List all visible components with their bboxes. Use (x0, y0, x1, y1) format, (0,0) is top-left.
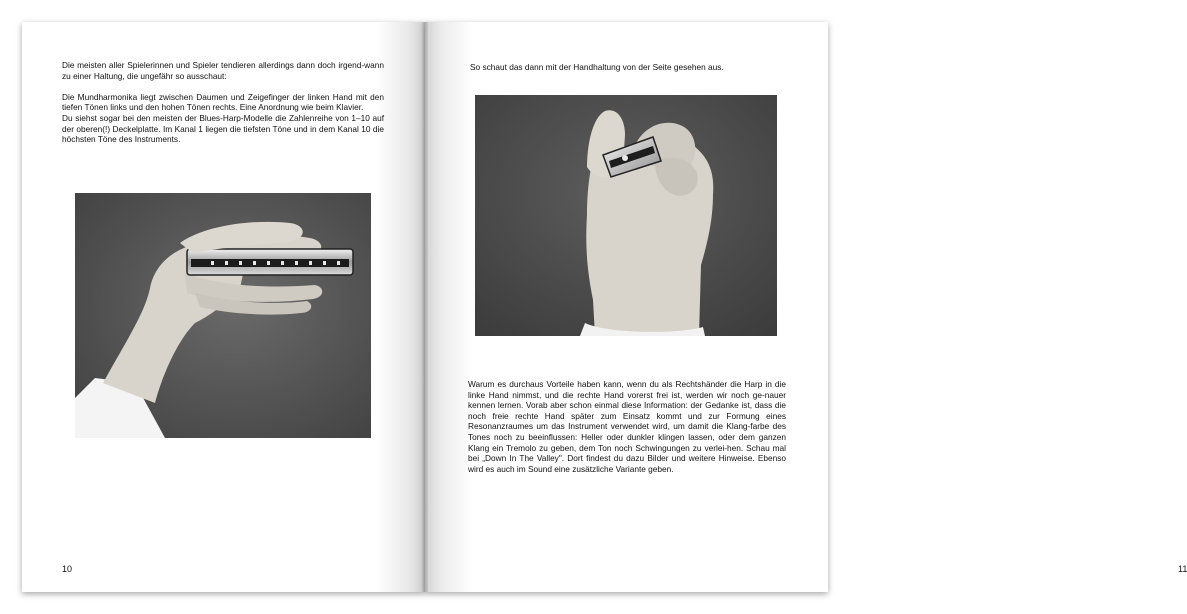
book-gutter (422, 22, 428, 592)
right-paragraph: Warum es durchaus Vorteile haben kann, wenn du als Rechtshänder die Harp in die linke Hand nimmst, und die rechte Hand vorerst frei ist, werden wir noch ge-nauer kennen lernen. Vorab aber schon einmal diese Information: der Gedanke ist, dass die noch freie rechte Hand später zum Einsatz kommt und zur Formung eines Resonanzraumes um das Instrument verwendet wird, um damit die Klang-farbe des Tones noch zu beeinflussen: Heller oder dunkler klingen lassen, oder dem ganzen Klang ein Tremolo zu geben, dem Ton noch Schwingungen zu verlei-hen. Schau mal bei „Down In The Valley". Dort findest du dazu Bilder und weitere Hinweise. Ebenso wird es auch im Sound eine zusätzliche Variante geben. (468, 379, 786, 474)
harmonica-front-photo (75, 193, 371, 438)
left-paragraph-2: Die Mundharmonika liegt zwischen Daumen und Zeigefinger der linken Hand mit den tiefen Tönen links und den hohen Tönen rechts. Eine Anordnung wie beim Klavier. Du siehst sogar bei den meisten der Blues-Harp-Modelle die Zahlenreihe von 1–10 auf der oberen(!) Deckelplatte. Im Kanal 1 liegen die tiefsten Töne und in dem Kanal 10 die höchsten Töne des Instruments. (62, 91, 384, 145)
left-page-text (62, 60, 384, 145)
right-page-caption (470, 62, 790, 73)
left-page (22, 22, 425, 592)
page-number-right: 11 (1178, 564, 1187, 574)
page-number-left: 10 (62, 564, 73, 574)
book-spread (22, 22, 1187, 592)
harmonica-side-photo (475, 95, 777, 336)
left-paragraph-1: Die meisten aller Spielerinnen und Spieler tendieren allerdings dann doch irgend-wann zu einer Haltung, die ungefähr so ausschaut: (62, 60, 384, 81)
right-caption: So schaut das dann mit der Handhaltung von der Seite gesehen aus. (470, 62, 724, 72)
right-page-text (468, 379, 786, 474)
